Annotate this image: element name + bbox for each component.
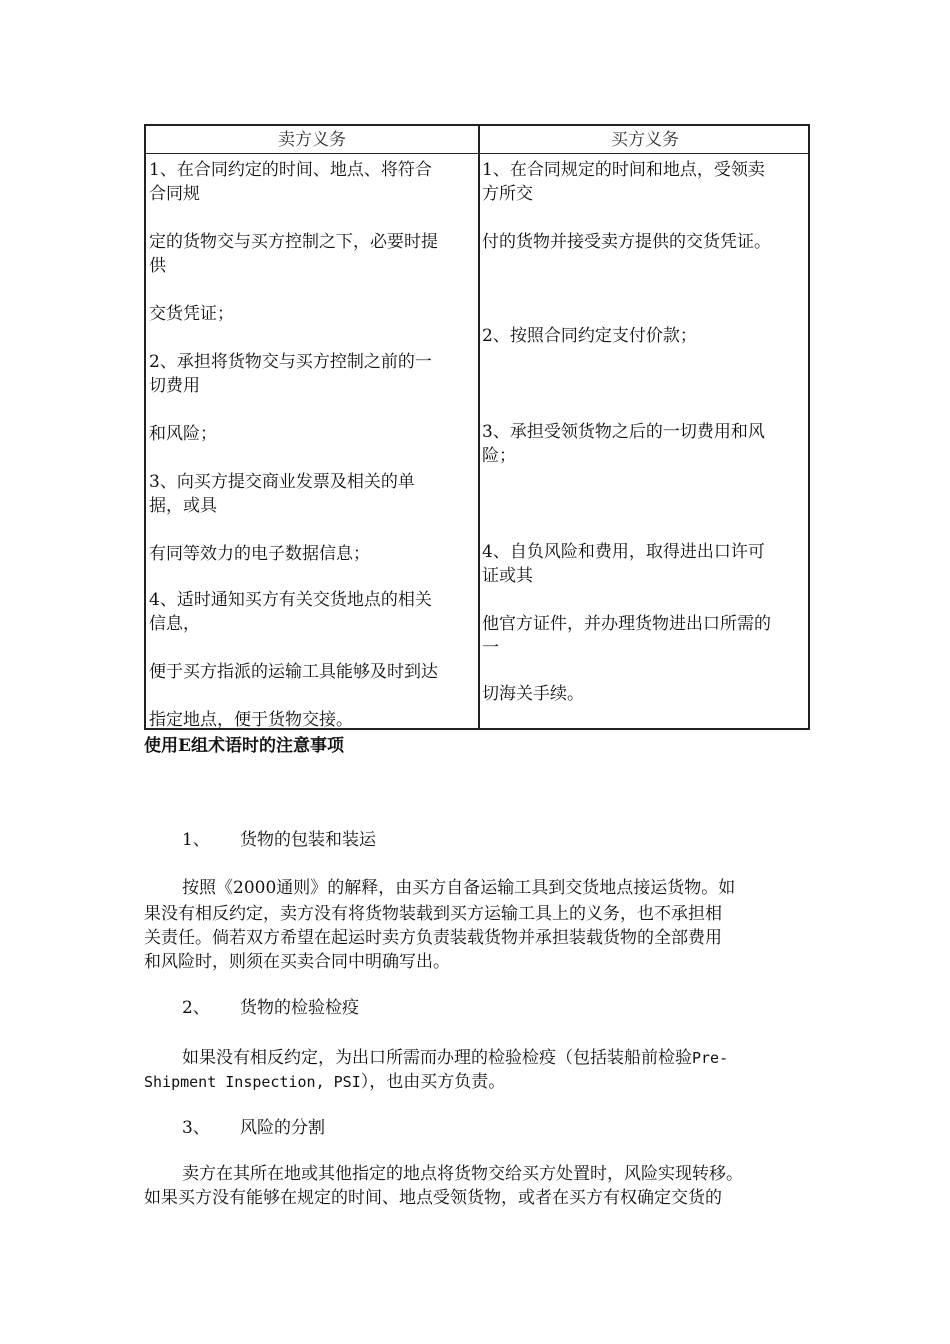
buyer-line: 证或其 [482, 566, 533, 586]
item-number: 1、 [182, 830, 210, 850]
seller-line: 有同等效力的电子数据信息； [149, 544, 370, 564]
buyer-line: 他官方证件，并办理货物进出口所需的 [482, 614, 771, 634]
paragraph-line: 按照《2000通则》的解释，由买方自备运输工具到交货地点接运货物。如 [182, 878, 736, 898]
seller-line: 据，或具 [149, 496, 217, 516]
column-divider [478, 126, 480, 728]
paragraph-line: 关责任。倘若双方希望在起运时卖方负责装载货物并承担装载货物的全部费用 [144, 928, 722, 948]
paragraph-line [182, 1046, 728, 1070]
seller-line: 便于买方指派的运输工具能够及时到达 [149, 662, 438, 682]
item-title: 货物的检验检疫 [240, 998, 359, 1018]
paragraph-text: ），也由买方负责。 [360, 1072, 506, 1092]
buyer-line: 切海关手续。 [482, 684, 584, 704]
paragraph-line: 卖方在其所在地或其他指定的地点将货物交给买方处置时，风险实现转移。 [182, 1164, 743, 1184]
item-number: 2、 [182, 998, 210, 1018]
buyer-line: 3、承担受领货物之后的一切费用和风 [482, 422, 765, 442]
buyer-line: 2、按照合同约定支付价款； [482, 326, 697, 346]
buyer-line: 1、在合同规定的时间和地点，受领卖 [482, 160, 765, 180]
obligations-table [144, 124, 810, 730]
section-title: 使用E组术语时的注意事项 [144, 736, 344, 756]
item-title: 货物的包装和装运 [240, 830, 376, 850]
seller-line: 供 [149, 256, 166, 276]
paragraph-line: 果没有相反约定，卖方没有将货物装载到买方运输工具上的义务，也不承担相 [144, 904, 722, 924]
seller-line: 2、承担将货物交与买方控制之前的一 [149, 352, 432, 372]
buyer-line: 付的货物并接受卖方提供的交货凭证。 [482, 232, 771, 252]
seller-line: 信息， [149, 614, 200, 634]
seller-line: 定的货物交与买方控制之下，必要时提 [149, 232, 438, 252]
seller-line: 合同规 [149, 184, 200, 204]
seller-line: 4、适时通知买方有关交货地点的相关 [149, 590, 432, 610]
paragraph-text: 如果没有相反约定，为出口所需而办理的检验检疫（包括装船前检验 [182, 1048, 692, 1068]
seller-line: 切费用 [149, 376, 200, 396]
seller-line: 和风险； [149, 424, 217, 444]
buyer-line: 一 [482, 638, 499, 658]
header-seller: 卖方义务 [278, 130, 346, 150]
paragraph-mono-text: Pre- [692, 1049, 729, 1067]
header-buyer: 买方义务 [611, 130, 679, 150]
seller-line: 交货凭证； [149, 304, 234, 324]
paragraph-line [144, 1070, 505, 1094]
item-title: 风险的分割 [240, 1118, 325, 1138]
seller-line: 3、向买方提交商业发票及相关的单 [149, 472, 415, 492]
paragraph-line: 如果买方没有能够在规定的时间、地点受领货物，或者在买方有权确定交货的 [144, 1188, 722, 1208]
seller-line: 指定地点，便于货物交接。 [149, 710, 353, 730]
buyer-line: 险； [482, 446, 516, 466]
item-number: 3、 [182, 1118, 210, 1138]
header-divider [146, 153, 808, 154]
paragraph-mono-text: Shipment Inspection, PSI [144, 1073, 361, 1091]
buyer-line: 方所交 [482, 184, 533, 204]
paragraph-line: 和风险时，则须在买卖合同中明确写出。 [144, 952, 450, 972]
seller-line: 1、在合同约定的时间、地点、将符合 [149, 160, 432, 180]
buyer-line: 4、自负风险和费用，取得进出口许可 [482, 542, 765, 562]
